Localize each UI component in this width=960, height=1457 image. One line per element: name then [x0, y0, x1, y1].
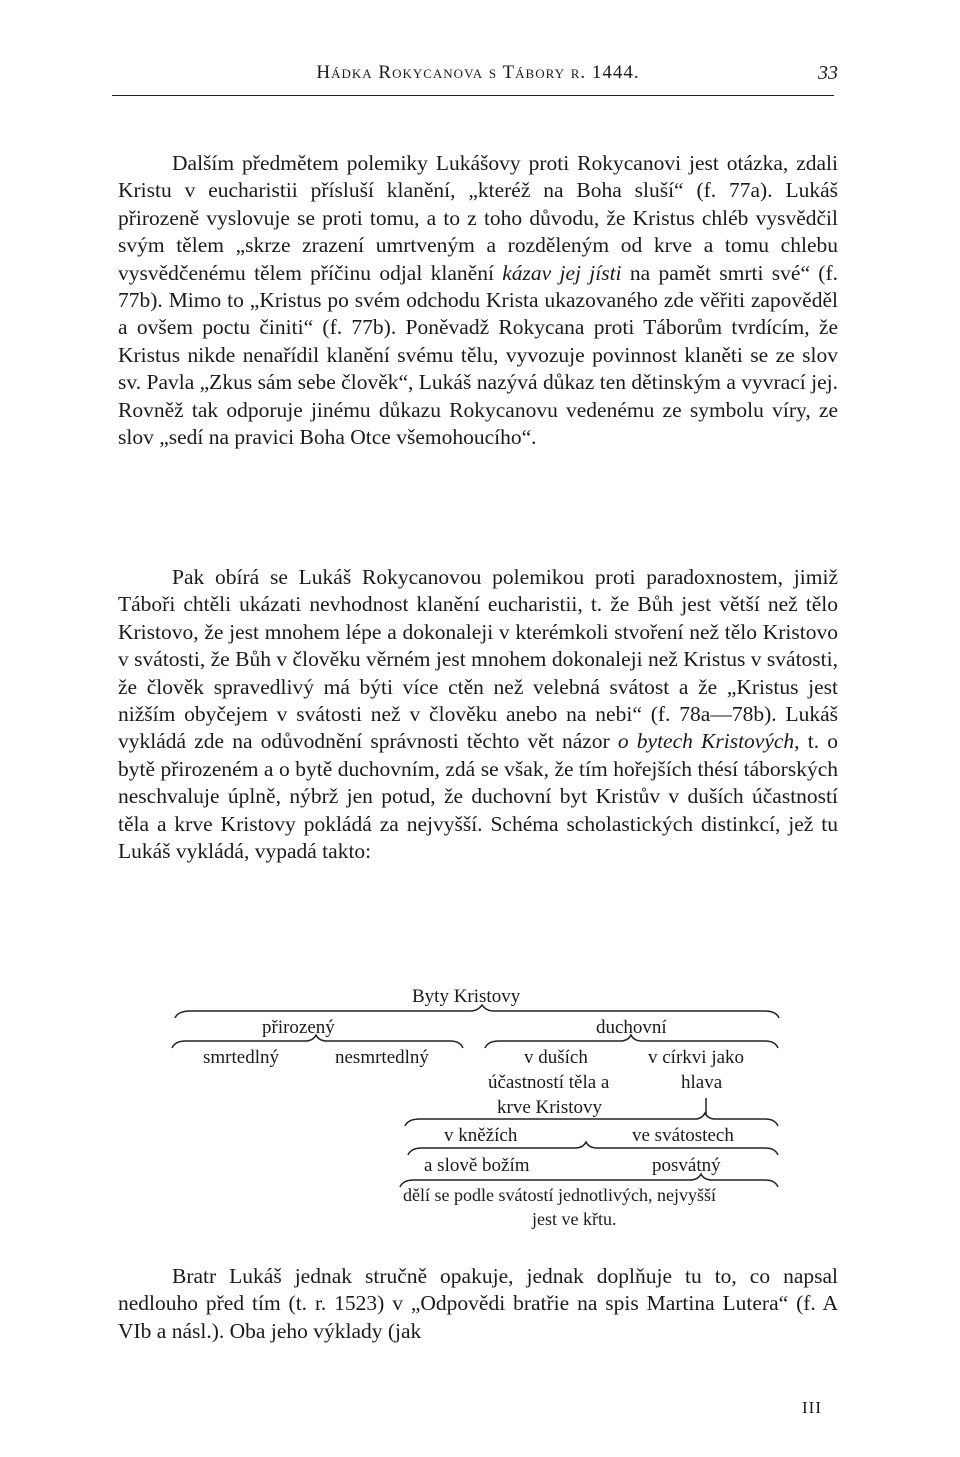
scheme-prirozeny: přirozený: [262, 1017, 335, 1038]
paragraph-1-italic: kázav jej jísti: [502, 260, 622, 285]
paragraph-2-text-a: Pak obírá se Lukáš Rokycanovou polemikou proti paradoxnostem, jimiž Táboři chtěli ukázati nevhodnost klanění eucharistii, t. že Bůh jest větší než tělo Kristovo, že jest mnohem lépe a dokonaleji v kterémkoli stvoření než tělo Kristovo v svátosti, že Bůh v člověku věrném jest mnohem dokonaleji než Kristus v svátosti, že člověk spravedlivý má býti více ctěn než velebná svátost a že „Kristus jest nižším obyčejem v svátosti než v člověku anebo na nebi“ (f. 78a—78b). Lukáš vykládá zde na odůvodnění správnosti těchto vět názor: [118, 565, 838, 754]
paragraph-2-italic: o bytech Kristových,: [617, 729, 800, 754]
scheme-a-slove-bozim: a slově božím: [424, 1155, 530, 1176]
scheme-root: Byty Kristovy: [412, 986, 521, 1007]
scheme-ve-svatostech: ve svátostech: [632, 1125, 734, 1146]
signature-mark: III: [802, 1398, 822, 1417]
scheme-hlava: hlava: [681, 1072, 723, 1093]
scheme-deli: dělí se podle svátostí jednotlivých, nejvyšší: [403, 1185, 716, 1205]
scheme-nesmrtedlny: nesmrtedlný: [335, 1047, 429, 1068]
paragraph-3: Bratr Lukáš jednak stručně opakuje, jednak doplňuje tu to, co napsal nedlouho před tím (t. r. 1523) v „Odpovědi bratřie na spis Martina Lutera“ (f. A VIb a násl.). Oba jeho výklady (jak: [118, 1264, 838, 1343]
paragraph-1-text-a: Dalším předmětem polemiky Lukášovy proti Rokycanovi jest otázka, zdali Kristu v eucharistii přísluší klanění, „kteréž na Boha sluší“ (f. 77a). Lukáš přirozeně vyslovuje se proti tomu, a to z toho důvodu, že Kristus chléb vysvědčil svým tělem „skrze zrazení umrtveným a rozděleným od krve a tomu chlebu vysvědčenému tělem příčinu odjal klanění: [118, 151, 838, 285]
running-title: Hádka Rokycanova s Tábory r. 1444.: [316, 62, 640, 83]
scheme-deli-2: jest ve křtu.: [532, 1209, 617, 1229]
scheme-v-dusich: v duších: [524, 1047, 588, 1068]
scheme-v-dusich-3: krve Kristovy: [497, 1097, 603, 1118]
page-number: 33: [818, 62, 838, 84]
paragraph-1-text-b: na pamět smrti své“ (f. 77b). Mimo to „Kristus po svém odchodu Krista ukazovaného zde věřiti zapověděl a ovšem poctu činiti“ (f. 77b). Poněvadž Rokycana proti Táborům tvrdícím, že Kristus nikde nenařídil klanění svému tělu, vyvozuje povinnost klaněti se ze slov sv. Pavla „Zkus sám sebe člověk“, Lukáš nazývá důkaz ten dětinským a vyvrací jej. Rovněž tak odporuje jinému důkazu Rokycanovu vedenému ze symbolu víry, ze slov „sedí na pravici Boha Otce všemohoucího“.: [118, 260, 838, 450]
scheme-v-dusich-2: účastností těla a: [488, 1072, 610, 1093]
scheme-smrtedlny: smrtedlný: [203, 1047, 279, 1068]
paragraph-2-text-b: t. o bytě přirozeném a o bytě duchovním, zdá se však, že tím hořejších thésí táborských neschvaluje úplně, nýbrž jen potud, že duchovní byt Kristův v duších účastností těla a krve Kristovy pokládá za nejvyšší. Schéma scholastických distinkcí, jež tu Lukáš vykládá, vypadá takto:: [118, 729, 838, 864]
scheme-v-knezich: v kněžích: [444, 1125, 518, 1146]
scheme-duchovni: duchovní: [596, 1017, 667, 1038]
scheme-posvatny: posvátný: [652, 1155, 721, 1176]
scheme-v-cirkvi: v církvi jako: [648, 1047, 745, 1068]
